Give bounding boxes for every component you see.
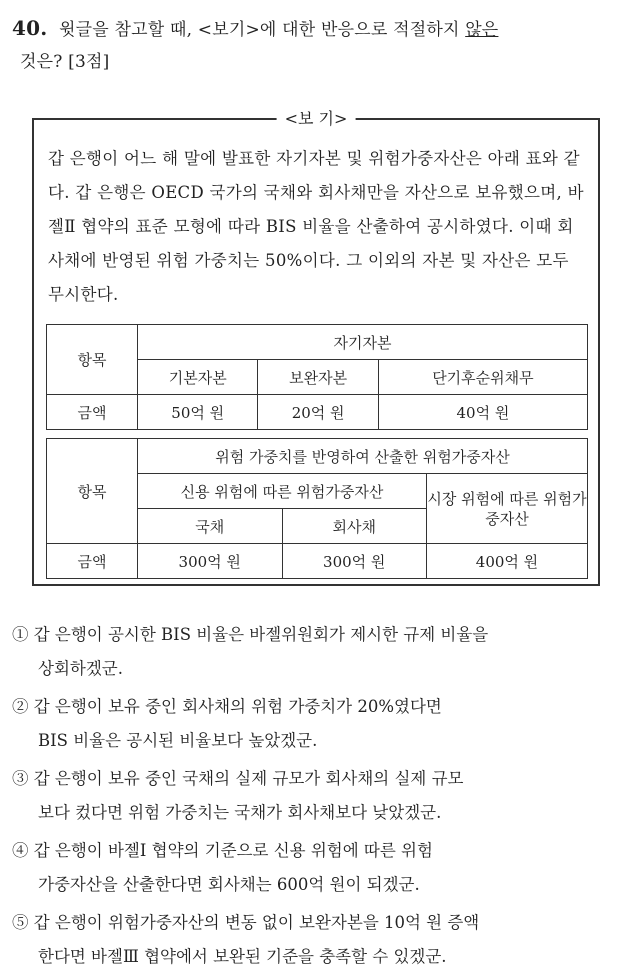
choice-mark: ③ <box>12 769 29 788</box>
bogi-passage: 갑 은행이 어느 해 말에 발표한 자기자본 및 위험가중자산은 아래 표와 같다. 갑 은행은 OECD 국가의 국채와 회사채만을 자산으로 보유했으며, 바젤Ⅱ 협약의 표준 모형에 따라 BIS 비율을 산출하여 공시하였다. 이때 회사채에 반영된 위험 가중치는 50%이다. 그 이외의 자본 및 자산은 모두 무시한다. <box>48 149 584 304</box>
bogi-title: <보 기> <box>277 108 356 130</box>
table-header-group: 위험 가중치를 반영하여 산출한 위험가중자산 <box>138 439 588 474</box>
choice-text: 갑 은행이 바젤Ⅰ 협약의 기준으로 신용 위험에 따른 위험 <box>33 841 433 860</box>
question-header <box>12 12 612 78</box>
table-cell: 20억 원 <box>258 395 378 430</box>
table-row-label: 금액 <box>47 395 138 430</box>
table-header-item: 항목 <box>47 439 138 544</box>
choice-text: 갑 은행이 위험가중자산의 변동 없이 보완자본을 10억 원 증액 <box>33 913 480 932</box>
question-number: 40. <box>12 16 48 40</box>
choice-text-cont: 가중자산을 산출한다면 회사채는 600억 원이 되겠군. <box>38 875 420 894</box>
choice-mark: ② <box>12 697 29 716</box>
table-cell: 40억 원 <box>378 395 587 430</box>
choice-text: 갑 은행이 보유 중인 국채의 실제 규모가 회사채의 실제 규모 <box>33 769 464 788</box>
question-text-cont: 것은? [3점] <box>20 52 110 72</box>
question-text: 윗글을 참고할 때, <보기>에 대한 반응으로 적절하지 <box>59 20 460 40</box>
rwa-table <box>46 438 588 579</box>
choice-text-cont: BIS 비율은 공시된 비율보다 높았겠군. <box>38 731 318 750</box>
choice-text: 갑 은행이 보유 중인 회사채의 위험 가중치가 20%였다면 <box>33 697 442 716</box>
table-cell: 50억 원 <box>138 395 258 430</box>
choice-4[interactable] <box>12 834 612 902</box>
choice-mark: ④ <box>12 841 29 860</box>
table-col: 기본자본 <box>138 360 258 395</box>
choice-5[interactable] <box>12 906 612 974</box>
choice-mark: ① <box>12 625 29 644</box>
table-col: 단기후순위채무 <box>378 360 587 395</box>
table-col: 회사채 <box>282 509 427 544</box>
choice-text-cont: 상회하겠군. <box>38 659 123 678</box>
table-cell: 300억 원 <box>138 544 283 579</box>
question-underlined-word: 않은 <box>465 20 499 40</box>
table-header-market: 시장 위험에 따른 위험가중자산 <box>427 474 588 544</box>
answer-choices <box>12 618 612 978</box>
table-row-label: 금액 <box>47 544 138 579</box>
choice-2[interactable] <box>12 690 612 758</box>
table-cell: 400억 원 <box>427 544 588 579</box>
table-header-item: 항목 <box>47 325 138 395</box>
table-header-group: 자기자본 <box>138 325 588 360</box>
table-cell: 300억 원 <box>282 544 427 579</box>
choice-text-cont: 보다 컸다면 위험 가중치는 국채가 회사채보다 낮았겠군. <box>38 803 442 822</box>
bogi-box <box>32 109 600 586</box>
choice-3[interactable] <box>12 762 612 830</box>
capital-table <box>46 324 588 430</box>
table-col: 보완자본 <box>258 360 378 395</box>
choice-mark: ⑤ <box>12 913 29 932</box>
table-col: 국채 <box>138 509 283 544</box>
choice-text-cont: 한다면 바젤Ⅲ 협약에서 보완된 기준을 충족할 수 있겠군. <box>38 947 447 966</box>
choice-text: 갑 은행이 공시한 BIS 비율은 바젤위원회가 제시한 규제 비율을 <box>33 625 489 644</box>
table-header-credit: 신용 위험에 따른 위험가중자산 <box>138 474 427 509</box>
choice-1[interactable] <box>12 618 612 686</box>
